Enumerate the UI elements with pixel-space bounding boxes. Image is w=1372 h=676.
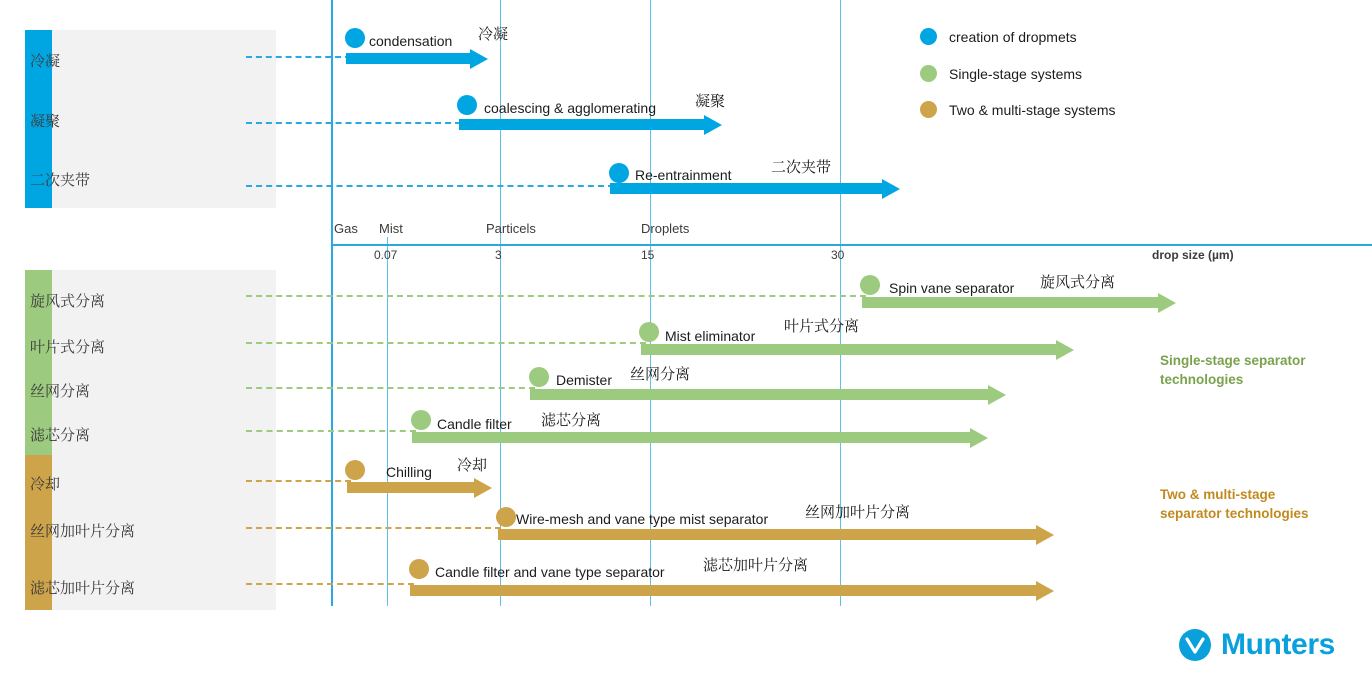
legend-dot-icon bbox=[920, 101, 937, 118]
axis-zone-droplets: Droplets bbox=[641, 221, 690, 236]
label-cn-mist-eliminator: 叶片式分离 bbox=[784, 318, 860, 335]
bar-arrow-coalescing bbox=[704, 115, 722, 135]
leader-spin-vane bbox=[246, 295, 866, 297]
multi-stage-note-line2: separator technologies bbox=[1160, 506, 1309, 521]
leader-candle-filter bbox=[246, 430, 416, 432]
label-cn-coalescing: 凝聚 bbox=[695, 93, 726, 110]
axis-tick-15: 15 bbox=[641, 248, 655, 262]
bar-arrow-chilling bbox=[474, 478, 492, 498]
row-label-text: 滤芯加叶片分离 bbox=[30, 579, 136, 597]
label-cn-candle-filter: 滤芯分离 bbox=[541, 412, 602, 429]
single-stage-note-line1: Single-stage separator bbox=[1160, 353, 1306, 368]
bar-candle-vane bbox=[410, 585, 1036, 596]
leader-wire-mesh-vane bbox=[246, 527, 501, 529]
row-label-text: 旋风式分离 bbox=[30, 292, 106, 310]
multi-stage-note-line1: Two & multi-stage bbox=[1160, 487, 1276, 502]
label-en-chilling: Chilling bbox=[386, 464, 432, 480]
legend-dot-icon bbox=[920, 65, 937, 82]
drop-size-axis bbox=[331, 244, 1372, 246]
bar-arrow-demister bbox=[988, 385, 1006, 405]
bar-chilling bbox=[347, 482, 474, 493]
dot-spin-vane bbox=[860, 275, 880, 295]
bar-coalescing bbox=[459, 119, 704, 130]
label-en-reentrainment: Re-entrainment bbox=[635, 167, 732, 183]
label-cn-demister: 丝网分离 bbox=[630, 366, 691, 383]
label-cn-chilling: 冷却 bbox=[457, 457, 488, 474]
leader-demister bbox=[246, 387, 535, 389]
row-label-text: 丝网分离 bbox=[30, 382, 91, 400]
bar-wire-mesh-vane bbox=[498, 529, 1036, 540]
row-label-condensation bbox=[0, 30, 224, 90]
bar-spin-vane bbox=[862, 297, 1158, 308]
bar-candle-filter bbox=[412, 432, 970, 443]
leader-candle-vane bbox=[246, 583, 414, 585]
label-en-mist-eliminator: Mist eliminator bbox=[665, 328, 756, 344]
leader-coalescing bbox=[246, 122, 461, 124]
axis-zone-mist: Mist bbox=[379, 221, 403, 236]
munters-wordmark: Munters bbox=[1221, 628, 1335, 661]
label-en-candle-filter: Candle filter bbox=[437, 416, 512, 432]
axis-zone-gas: Gas bbox=[334, 221, 358, 236]
bar-demister bbox=[530, 389, 988, 400]
label-en-condensation: condensation bbox=[369, 33, 453, 49]
row-label-text: 凝聚 bbox=[30, 112, 61, 130]
row-label-text: 叶片式分离 bbox=[30, 338, 106, 356]
legend-item-multi-stage bbox=[920, 101, 1116, 118]
legend-dot-icon bbox=[920, 28, 937, 45]
munters-logo bbox=[1178, 628, 1335, 662]
label-cn-spin-vane: 旋风式分离 bbox=[1040, 274, 1116, 291]
bar-arrow-candle-filter bbox=[970, 428, 988, 448]
dot-demister bbox=[529, 367, 549, 387]
row-label-coalescing bbox=[0, 90, 224, 150]
leader-mist-eliminator bbox=[246, 342, 646, 344]
gridline-0-07 bbox=[387, 237, 388, 606]
single-stage-note-line2: technologies bbox=[1160, 372, 1244, 387]
row-label-spin-vane bbox=[0, 280, 224, 320]
label-cn-reentrainment: 二次夹带 bbox=[771, 159, 832, 176]
legend-label: Single-stage systems bbox=[949, 65, 1083, 82]
label-en-spin-vane: Spin vane separator bbox=[889, 280, 1015, 296]
axis-zone-particels: Particels bbox=[486, 221, 536, 236]
row-label-demister bbox=[0, 370, 224, 410]
label-cn-candle-vane: 滤芯加叶片分离 bbox=[703, 557, 809, 574]
bar-arrow-spin-vane bbox=[1158, 293, 1176, 313]
axis-tick-3: 3 bbox=[495, 248, 502, 262]
label-cn-wire-mesh-vane: 丝网加叶片分离 bbox=[805, 504, 911, 521]
row-label-wire-mesh-vane bbox=[0, 509, 224, 551]
bar-mist-eliminator bbox=[641, 344, 1056, 355]
row-label-candle-vane bbox=[0, 566, 224, 608]
leader-chilling bbox=[246, 480, 351, 482]
dot-chilling bbox=[345, 460, 365, 480]
label-en-demister: Demister bbox=[556, 372, 613, 388]
legend-label: creation of dropmets bbox=[949, 28, 1077, 45]
label-en-wire-mesh-vane: Wire-mesh and vane type mist separator bbox=[516, 511, 769, 527]
axis-tick-007: 0.07 bbox=[374, 248, 398, 262]
bar-arrow-reentrainment bbox=[882, 179, 900, 199]
axis-unit-label: drop size (µm) bbox=[1152, 248, 1234, 262]
dot-candle-vane bbox=[409, 559, 429, 579]
legend-item-creation bbox=[920, 28, 1077, 45]
dot-candle-filter bbox=[411, 410, 431, 430]
row-label-chilling bbox=[0, 462, 224, 504]
dot-coalescing bbox=[457, 95, 477, 115]
leader-condensation bbox=[246, 56, 351, 58]
bar-reentrainment bbox=[610, 183, 882, 194]
row-label-text: 滤芯分离 bbox=[30, 426, 91, 444]
dot-condensation bbox=[345, 28, 365, 48]
row-label-text: 二次夹带 bbox=[30, 171, 91, 189]
legend-item-single-stage bbox=[920, 65, 1082, 82]
label-en-candle-vane: Candle filter and vane type separator bbox=[435, 564, 665, 580]
row-label-reentrainment bbox=[0, 150, 224, 208]
dot-reentrainment bbox=[609, 163, 629, 183]
legend-label: Two & multi-stage systems bbox=[949, 101, 1116, 118]
multi-stage-note bbox=[1160, 485, 1309, 523]
row-label-text: 冷却 bbox=[30, 475, 61, 493]
label-cn-condensation: 冷凝 bbox=[478, 26, 509, 43]
gridline-axis-origin bbox=[331, 0, 333, 606]
bar-arrow-mist-eliminator bbox=[1056, 340, 1074, 360]
munters-mark-icon bbox=[1178, 628, 1212, 662]
bar-condensation bbox=[346, 53, 470, 64]
bar-arrow-wire-mesh-vane bbox=[1036, 525, 1054, 545]
label-en-coalescing: coalescing & agglomerating bbox=[484, 100, 656, 116]
row-label-candle-filter bbox=[0, 414, 224, 454]
row-label-text: 冷凝 bbox=[30, 52, 61, 70]
dot-wire-mesh-vane bbox=[496, 507, 516, 527]
bar-arrow-candle-vane bbox=[1036, 581, 1054, 601]
axis-tick-30: 30 bbox=[831, 248, 845, 262]
leader-reentrainment bbox=[246, 185, 614, 187]
dot-mist-eliminator bbox=[639, 322, 659, 342]
bar-arrow-condensation bbox=[470, 49, 488, 69]
single-stage-note bbox=[1160, 351, 1306, 389]
row-label-mist-eliminator bbox=[0, 326, 224, 366]
row-label-text: 丝网加叶片分离 bbox=[30, 522, 136, 540]
